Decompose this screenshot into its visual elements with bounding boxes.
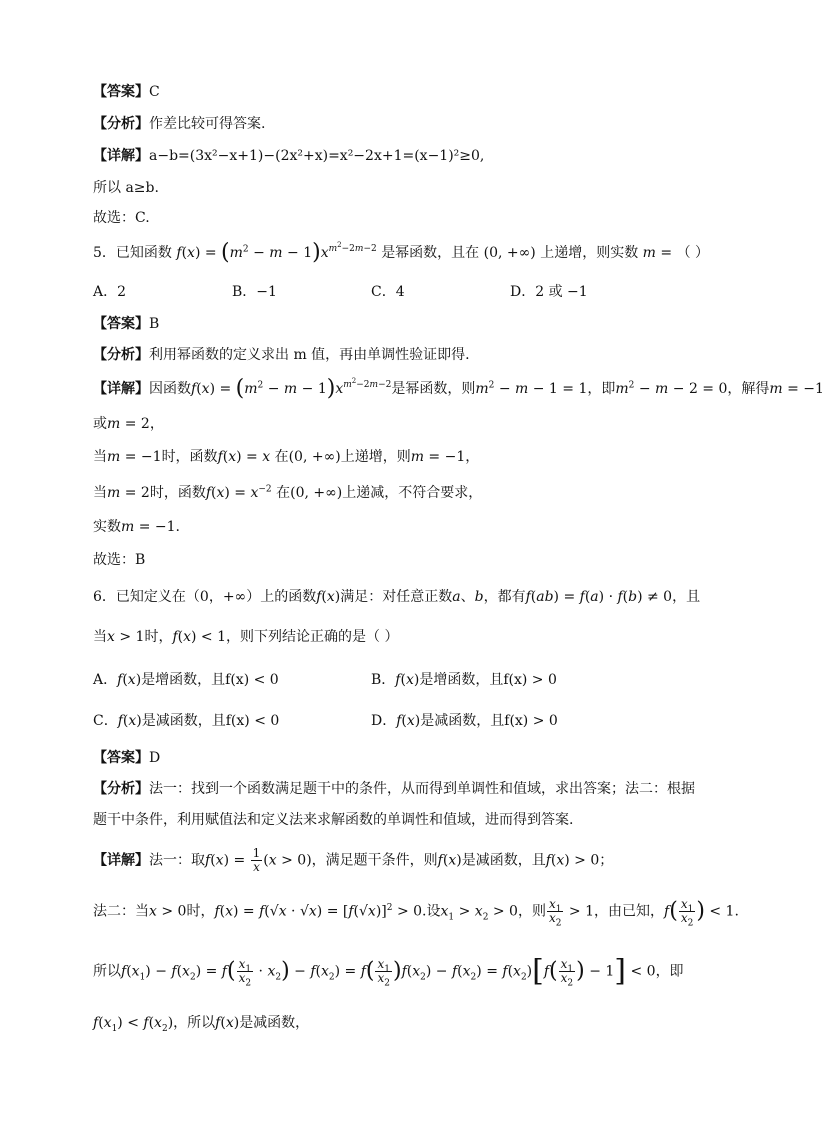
q6-option-c-mid: 是减函数，且 [141, 713, 226, 729]
q6-detail1-b: ，满足题干条件，则 [311, 852, 438, 869]
q6-answer-value: D [149, 750, 161, 766]
q5-stem-end: = （ ） [660, 245, 710, 261]
q6-detail-line3: 所以$f(x_1) - f(x_2) = f$( $\frac{x_1}{x_2}$ · $x_2) - f(x_2) = f$( $\frac{x_1}{x_2}$ )$f(x_2) - f(x_2) = f(x_2)[f$( $\frac{x_1}{x_2}$ ) − 1] < 0，即 [93, 953, 684, 989]
q5-detail-or: 或 [93, 416, 107, 432]
q5-detail-line2: 或m = 2， [93, 416, 164, 432]
q4-detail-text: a−b=(3x²−x+1)−(2x²+x)=x²−2x+1=(x−1)²≥0, [149, 148, 485, 164]
q5-stem-suffix: 上递增，则实数 [540, 245, 639, 261]
q6-stem-line2: 当x > 1时，f(x) < 1，则下列结论正确的是（ ） [93, 629, 399, 645]
q6-detail-line1: 【详解】法一：取f(x) = $\frac{1}{x}$ (x > 0)，满足题干条件，则f(x)是减函数，且f(x) > 0； [93, 846, 614, 874]
q6-detail1-a: 法一：取 [149, 852, 205, 869]
q6-detail2-c: .设 [422, 903, 441, 920]
detail-label: 【详解】 [93, 148, 149, 164]
q4-detail-line2: 所以 a≥b. [93, 180, 159, 196]
q4-analysis-text: 作差比较可得答案. [149, 116, 266, 132]
q6-option-b-mid: 是增函数，且 [419, 672, 504, 688]
q6-stem-c: ，都有 [483, 589, 526, 605]
q6-detail-line2: 法二：当x > 0时，$f(x) = f(√x \cdot √x) = [f(√x)]^2 > 0$.设$x_1 > x_2 > 0$，则 $\frac{x_1}{x_2}$ > 1，由已知，f( $\frac{x_1}{x_2}$ ) < 1. [93, 897, 739, 929]
q5-detail-b: 是幂函数，则 [391, 381, 476, 397]
q6-analysis-line2: 题干中条件，利用赋值法和定义法来求解函数的单调性和值域，进而得到答案. [93, 812, 574, 828]
q5-case1-a: 当 [93, 449, 107, 465]
q6-option-c: C．f(x)是减函数，且f(x) < 0 [93, 713, 280, 729]
q5-answer-value: B [149, 316, 160, 332]
q6-option-b: B．f(x)是增函数，且f(x) > 0 [371, 672, 557, 688]
q6-detail3-a: 所以 [93, 963, 121, 980]
q6-stem-b: 满足：对任意正数 [340, 589, 453, 605]
q6-option-d-cond: f(x) > 0 [504, 713, 558, 729]
q6-option-d-key: D． [371, 713, 397, 729]
q5-choose: 故选：B [93, 552, 146, 568]
q4-answer-value: C [149, 84, 160, 100]
q6-option-c-cond: f(x) < 0 [225, 713, 280, 729]
q6-stem-g: ，则下列结论正确的是（ ） [226, 629, 399, 645]
q5-option-d: D．2 或 −1 [510, 284, 588, 300]
q6-option-a-mid: 是增函数，且 [141, 672, 226, 688]
q5-conclude: 实数m = −1. [93, 519, 180, 535]
q6-option-d-mid: 是减函数，且 [420, 713, 505, 729]
q5-case1-d: 上递增，则 [340, 449, 411, 465]
q5-analysis-line [93, 345, 470, 365]
q6-option-a-key: A． [93, 672, 118, 688]
q5-case1: 当m = −1时，函数f(x) = x 在(0, +∞)上递增，则m = −1， [93, 449, 480, 465]
q6-detail2-d: ，则 [517, 903, 546, 920]
q5-stem-middle: 是幂函数，且在 [381, 245, 480, 261]
q5-case2-c: 在 [276, 485, 291, 501]
q5-detail-c: ，即 [587, 381, 616, 397]
q6-detail2-a: 法二：当 [93, 903, 149, 920]
answer-label: 【答案】 [93, 84, 149, 100]
q5-stem: 5．已知函数 $f(x) = (m^2 - m - 1)x^{m^2-2m-2}$ 是幂函数，且在 (0, +∞) 上递增，则实数 m = （ ） [93, 240, 710, 265]
q6-stem-f: 时， [144, 629, 173, 645]
q6-analysis-text1: 法一：找到一个函数满足题干中的条件，从而得到单调性和值域，求出答案；法二：根据 [149, 781, 695, 797]
detail-label: 【详解】 [93, 852, 149, 869]
q6-stem-e: 当 [93, 629, 107, 645]
q6-stem-d: ，且 [672, 589, 701, 605]
q6-detail-line4: $f(x_1) < f(x_2)$，所以f(x)是减函数， [93, 1015, 310, 1034]
q6-stem-line1: 6．已知定义在（0，+∞）上的函数f(x)满足：对任意正数a、b，都有f(ab) = f(a) · f(b) ≠ 0，且 [93, 589, 701, 605]
q5-analysis-text: 利用幂函数的定义求出 m 值，再由单调性验证即得. [149, 347, 470, 363]
q5-case1-b: 时，函数 [161, 449, 218, 465]
q4-analysis-line [93, 114, 265, 134]
q5-detail-a: 因函数 [149, 381, 191, 397]
q6-detail3-b: ，即 [655, 963, 684, 980]
q6-option-b-cond: f(x) > 0 [503, 672, 557, 688]
analysis-label: 【分析】 [93, 347, 149, 363]
q5-detail-line1: 【详解】因函数$f(x) = (m^2 - m - 1)x^{m^2-2m-2}$是幂函数，则$m^2 - m - 1 = 1$，即$m^2 - m - 2 = 0$，解得m = −1 [93, 376, 824, 401]
q6-option-b-key: B． [371, 672, 396, 688]
q6-option-a: A．f(x)是增函数，且f(x) < 0 [93, 672, 279, 688]
q5-conclude-text: 实数 [93, 519, 121, 535]
q6-detail1-c: 是减函数，且 [461, 852, 546, 869]
q6-option-d: D．f(x)是减函数，且f(x) > 0 [371, 713, 558, 729]
q6-detail2-b: 时， [186, 903, 215, 920]
q5-option-c: C．4 [371, 284, 405, 300]
q5-stem-prefix: 5．已知函数 [93, 245, 172, 261]
q5-detail-d: ，解得 [727, 381, 770, 397]
q6-detail4-b: ，所以 [173, 1015, 216, 1031]
answer-label: 【答案】 [93, 316, 149, 332]
q4-detail-line [93, 146, 484, 166]
q5-case2: 当m = 2时，函数$f(x) = x^{-2}$ 在(0, +∞)上递减，不符合要求， [93, 484, 483, 501]
analysis-label: 【分析】 [93, 781, 149, 797]
q6-analysis-line1 [93, 779, 695, 799]
q5-case2-a: 当 [93, 485, 107, 501]
analysis-label: 【分析】 [93, 116, 149, 132]
q5-case2-b: 时，函数 [149, 485, 206, 501]
q5-case2-d: 上递减，不符合要求， [342, 485, 483, 501]
q6-option-c-key: C． [93, 713, 118, 729]
q6-detail2-e: ，由已知， [594, 903, 665, 920]
q4-answer-line [93, 82, 160, 102]
detail-label: 【详解】 [93, 381, 149, 397]
q4-choose: 故选：C. [93, 210, 150, 226]
q6-answer-line [93, 748, 160, 768]
q5-answer-line [93, 314, 159, 334]
answer-label: 【答案】 [93, 750, 149, 766]
q5-case1-c: 在 [274, 449, 289, 465]
q6-option-a-cond: f(x) < 0 [225, 672, 279, 688]
q5-option-b: B．−1 [232, 284, 277, 300]
q6-stem-a: 6．已知定义在（0，+∞）上的函数 [93, 589, 317, 605]
q6-detail4-c: 是减函数， [239, 1015, 310, 1031]
q5-option-a: A．2 [93, 284, 127, 300]
